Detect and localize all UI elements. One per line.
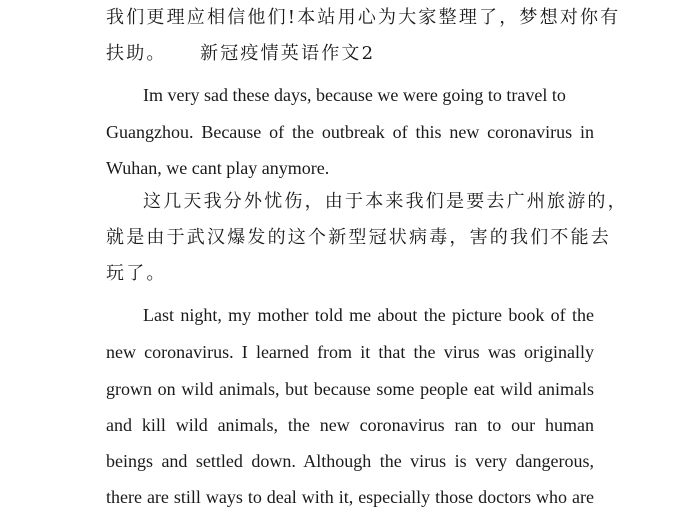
para1-zh-line-2: 就是由于武汉爆发的这个新型冠状病毒，害的我们不能去 xyxy=(106,227,611,248)
para1-zh-line-3: 玩了。 xyxy=(106,263,167,284)
para1-line-2: Guangzhou. Because of the outbreak of this new coronavirus in xyxy=(106,122,594,142)
intro-line-2-text: 扶助。 xyxy=(106,43,167,64)
para2-line-5: beings and settled down. Although the virus is very dangerous, xyxy=(106,451,594,471)
para1-line-3: Wuhan, we cant play anymore. xyxy=(106,158,330,178)
intro-line-1: 我们更理应相信他们!本站用心为大家整理了，梦想对你有 xyxy=(106,7,621,28)
para2-line-3: grown on wild animals, but because some people eat wild animals xyxy=(106,379,594,399)
para2-line-6: there are still ways to deal with it, especially those doctors who are xyxy=(106,487,594,507)
para2-line-2: new coronavirus. I learned from it that the virus was originally xyxy=(106,342,594,362)
para1-zh-line-1: 这几天我分外忧伤，由于本来我们是要去广州旅游的， xyxy=(143,191,628,212)
para2-line-4: and kill wild animals, the new coronavirus ran to our human xyxy=(106,415,594,435)
essay-title: 新冠疫情英语作文2 xyxy=(200,43,376,64)
para2-line-1: Last night, my mother told me about the picture book of the xyxy=(143,305,594,325)
intro-line-2 xyxy=(106,43,376,64)
para1-line-1: Im very sad these days, because we were going to travel to xyxy=(143,85,566,105)
